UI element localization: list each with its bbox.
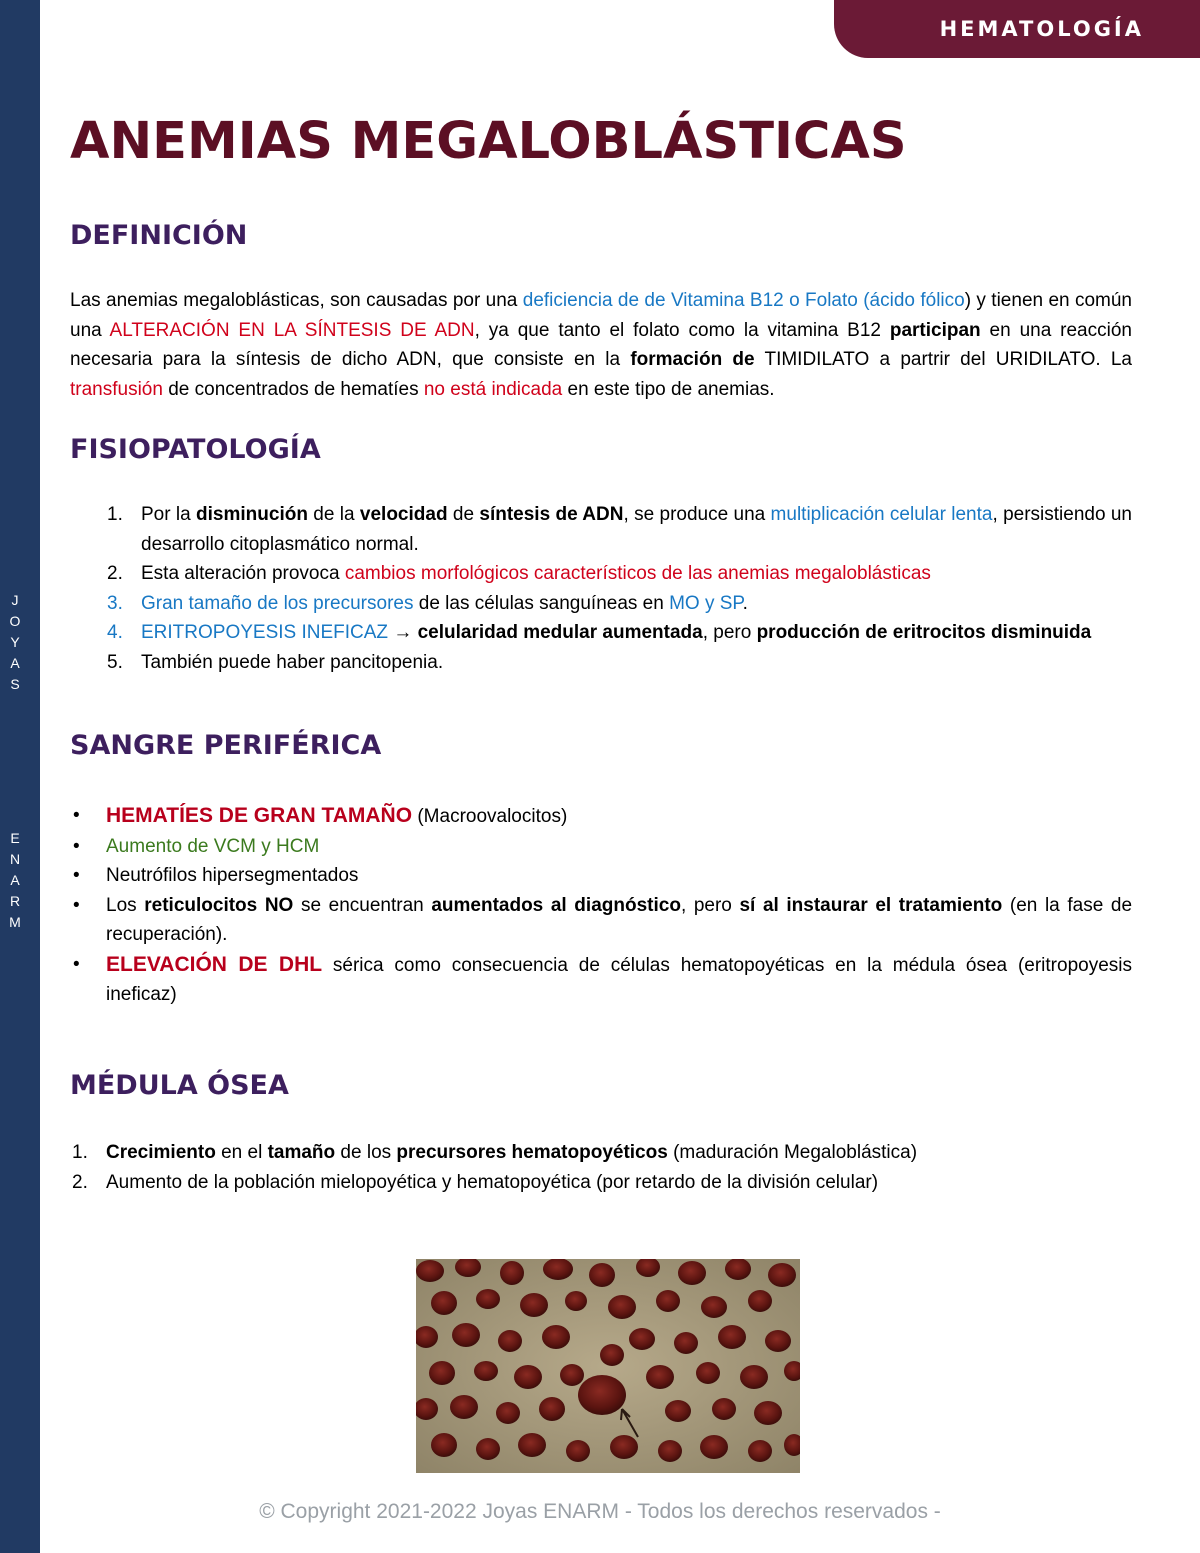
text-run: Por la (141, 504, 197, 525)
bullet: • (73, 894, 80, 916)
text-run-bold: celularidad medular aumentada (417, 622, 703, 643)
text-run-highlight: multiplicación celular lenta (770, 504, 993, 525)
text-run: de los (335, 1142, 397, 1163)
text-run-highlight: ELEVACIÓN DE DHL (106, 952, 323, 976)
blood-smear-image (416, 1259, 800, 1473)
sidebar-brand-joyas (0, 590, 30, 695)
sidebar-letter: J (11, 592, 19, 608)
text-run: . (742, 592, 748, 614)
list-item (73, 861, 1132, 891)
bullet: • (73, 805, 80, 826)
text-run-bold: síntesis de ADN (479, 504, 624, 525)
list-number: 2. (107, 563, 123, 584)
text-run-bold: reticulocitos NO (144, 894, 294, 916)
text-run: Neutrófilos hipersegmentados (106, 865, 359, 886)
text-run: , ya que tanto el folato como la vitamina B12 (474, 319, 890, 341)
smear-background (416, 1259, 800, 1473)
text-run: de la (307, 504, 360, 525)
text-run: en este tipo de anemias. (562, 378, 775, 400)
sidebar-letter: M (9, 914, 21, 930)
text-run: en el (215, 1142, 268, 1163)
sidebar-letter: E (10, 830, 20, 846)
text-run: de las células sanguíneas en (413, 592, 670, 614)
heading-fisiopatologia: FISIOPATOLOGÍA (70, 434, 321, 465)
list-item (73, 891, 1133, 950)
text-run-highlight: ALTERACIÓN EN LA SÍNTESIS DE ADN (109, 319, 475, 341)
list-item (107, 559, 1132, 589)
section-label: HEMATOLOGÍA (939, 17, 1144, 41)
text-run: de concentrados de hematíes (162, 378, 424, 400)
sangre-list (73, 801, 1133, 1010)
text-run: (en la fase de recuperación). (106, 894, 1133, 945)
text-run: se encuentran (293, 894, 432, 916)
list-item (107, 618, 1132, 648)
list-item (73, 801, 1132, 832)
text-run-bold: aumentados al diagnóstico (431, 894, 681, 916)
text-run: → (388, 622, 418, 643)
text-run-highlight: deficiencia de de Vitamina B12 o Folato (ácido fólico (522, 290, 965, 311)
text-run: , pero (680, 894, 740, 916)
list-number: 1. (107, 504, 123, 525)
list-item (73, 950, 1132, 1010)
heading-definicion: DEFINICIÓN (70, 220, 248, 251)
text-run: sérica como consecuencia de células hematopoyéticas en la médula ósea (eritropoyesis ineficaz) (106, 954, 1132, 1005)
text-run: en una reacción necesaria para la síntesis de dicho ADN, que consiste en la (70, 319, 1132, 370)
text-run-highlight: cambios morfológicos característicos de las anemias megaloblásticas (344, 563, 931, 584)
list-item (72, 1138, 1132, 1168)
text-run-highlight: no está indicada (423, 378, 563, 400)
definicion-paragraph (70, 286, 1132, 404)
text-run: , se produce una (623, 504, 771, 525)
blood-smear-illustration (416, 1259, 800, 1473)
text-run-highlight: MO y SP (669, 592, 743, 614)
text-run-highlight: Aumento de VCM y HCM (106, 835, 320, 857)
text-run-highlight: Gran tamaño de los precursores (141, 592, 414, 614)
bullet: • (73, 865, 80, 886)
list-item (72, 1168, 1132, 1198)
list-item (107, 648, 1132, 678)
text-run: TIMIDILATO a partrir del URIDILATO. La (754, 349, 1132, 370)
sidebar-letter: A (10, 872, 20, 888)
text-run-bold: sí al instaurar el (739, 894, 892, 916)
text-run-bold: disminución (196, 504, 308, 525)
text-run: (Macroovalocitos) (412, 806, 568, 827)
text-run: de (447, 504, 480, 525)
text-run-highlight: transfusión (70, 378, 163, 400)
footer-copyright: © Copyright 2021-2022 Joyas ENARM - Todos los derechos reservados - (259, 1500, 941, 1523)
text-run: También puede haber pancitopenia. (141, 651, 444, 673)
sidebar-letter: R (9, 893, 21, 909)
text-run-highlight: HEMATÍES DE GRAN TAMAÑO (106, 804, 413, 827)
text-run: Los (106, 894, 145, 916)
bullet: • (73, 835, 80, 857)
list-item (73, 832, 1132, 862)
fisiopatologia-list (107, 500, 1132, 677)
text-run-bold: precursores hematopoyéticos (396, 1142, 668, 1163)
heading-medula-osea: MÉDULA ÓSEA (70, 1070, 289, 1101)
text-run-bold: producción de eritrocitos disminuida (756, 622, 1092, 643)
list-number: 5. (107, 651, 123, 673)
text-run: , persistiendo un desarrollo citoplasmático normal. (141, 504, 1132, 555)
text-run: (maduración Megaloblástica) (667, 1142, 918, 1163)
text-run-bold: formación de (630, 349, 755, 370)
text-run-bold: tratamiento (898, 894, 1003, 916)
list-number: 2. (72, 1171, 88, 1193)
list-number: 3. (107, 592, 123, 614)
medula-list (72, 1138, 1132, 1197)
text-run: Las anemias megaloblásticas, son causadas por una (70, 290, 523, 311)
list-item (107, 589, 1132, 619)
sidebar-letter: A (10, 655, 20, 671)
sidebar-letter: O (9, 613, 21, 629)
text-run-highlight: ERITROPOYESIS INEFICAZ (141, 622, 389, 643)
text-run: , pero (702, 622, 757, 643)
text-run: ) y tienen en común una (70, 290, 1132, 341)
list-number: 1. (72, 1142, 88, 1163)
sidebar-letter: S (10, 676, 20, 692)
text-run-bold: velocidad (359, 504, 448, 525)
text-run-bold: participan (889, 319, 981, 341)
sidebar-letter: N (9, 851, 21, 867)
sidebar-brand-enarm (0, 828, 30, 933)
heading-sangre-periferica: SANGRE PERIFÉRICA (70, 730, 382, 761)
text-run (891, 895, 899, 916)
text-run: Aumento de la población mielopoyética y hematopoyética (por retardo de la división celular) (106, 1171, 879, 1193)
page-title: ANEMIAS MEGALOBLÁSTICAS (70, 112, 907, 171)
list-number: 4. (107, 622, 123, 643)
sidebar-band (0, 0, 40, 1553)
text-run: Esta alteración provoca (141, 563, 345, 584)
list-item (107, 500, 1132, 559)
bullet: • (73, 953, 80, 975)
sidebar-letter: Y (10, 634, 20, 650)
text-run-bold: tamaño (267, 1142, 336, 1163)
section-tab (834, 0, 1200, 58)
text-run-bold: Crecimiento (106, 1142, 216, 1163)
